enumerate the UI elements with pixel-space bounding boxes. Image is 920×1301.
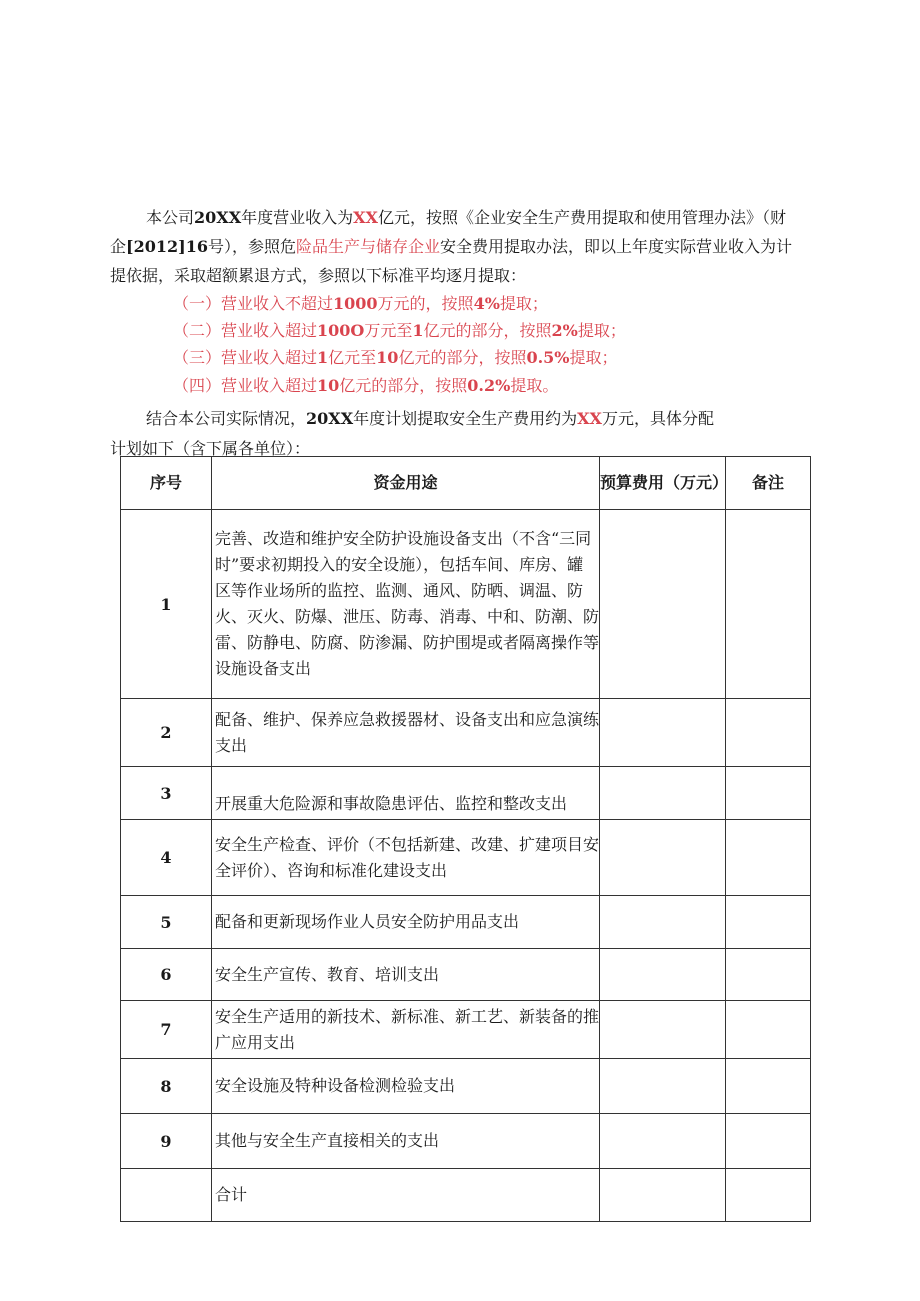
- rule-value: 1000: [333, 294, 378, 313]
- row-use: 安全生产宣传、教育、培训支出: [212, 949, 600, 1001]
- intro-highlight: 险品生产与储存企业: [295, 237, 440, 256]
- row-use: 安全生产适用的新技术、新标准、新工艺、新装备的推广应用支出: [212, 1001, 600, 1059]
- table-row: [121, 1059, 811, 1114]
- plan-text: 万元，具体分配: [601, 409, 714, 428]
- row-cost[interactable]: [600, 1059, 726, 1114]
- row-number: 2: [121, 699, 212, 767]
- row-number: 4: [121, 820, 212, 896]
- row-cost[interactable]: [600, 820, 726, 896]
- rule-text: 亿元至: [328, 348, 377, 367]
- rule-item-2: [173, 317, 626, 344]
- rule-text: 亿元的部分，按照: [423, 321, 552, 340]
- intro-text: 本公司: [146, 208, 195, 227]
- intro-text: 年度营业收入为: [241, 208, 354, 227]
- rule-text: 万元的，按照: [377, 294, 474, 313]
- row-note[interactable]: [726, 1114, 811, 1169]
- row-note[interactable]: [726, 699, 811, 767]
- table-row: [121, 699, 811, 767]
- rule-text: 提取。: [510, 376, 559, 395]
- intro-text: 企: [110, 237, 127, 256]
- intro-revenue: XX: [353, 208, 378, 227]
- row-cost[interactable]: [600, 1001, 726, 1059]
- row-number: 3: [121, 767, 212, 820]
- plan-amount: XX: [577, 409, 602, 428]
- table-row: [121, 896, 811, 949]
- rule-text: 提取；: [499, 294, 548, 313]
- row-cost[interactable]: [600, 767, 726, 820]
- row-note[interactable]: [726, 1001, 811, 1059]
- rule-item-3: [173, 344, 618, 371]
- table-row: [121, 1001, 811, 1059]
- row-use: 配备、维护、保养应急救援器材、设备支出和应急演练支出: [212, 699, 600, 767]
- header-note: 备注: [726, 457, 811, 510]
- row-note[interactable]: [726, 949, 811, 1001]
- rule-text: 亿元的部分，按照: [339, 376, 468, 395]
- table-row: [121, 949, 811, 1001]
- plan-text: 年度计划提取安全生产费用约为: [353, 409, 578, 428]
- total-note[interactable]: [726, 1169, 811, 1222]
- row-number: 6: [121, 949, 212, 1001]
- rule-text: （四）营业收入超过: [173, 376, 318, 395]
- row-note[interactable]: [726, 896, 811, 949]
- row-use: 安全生产检查、评价（不包括新建、改建、扩建项目安全评价）、咨询和标准化建设支出: [212, 820, 600, 896]
- intro-paragraph: [110, 203, 830, 290]
- plan-text: 结合本公司实际情况，: [146, 409, 307, 428]
- header-no: 序号: [121, 457, 212, 510]
- row-number: 9: [121, 1114, 212, 1169]
- row-cost[interactable]: [600, 949, 726, 1001]
- rule-value: 10: [376, 348, 399, 367]
- row-note[interactable]: [726, 510, 811, 699]
- rule-text: 万元至: [364, 321, 413, 340]
- intro-line-1: [110, 203, 830, 232]
- intro-line-2: [110, 232, 830, 261]
- rule-rate: 0.5%: [526, 348, 570, 367]
- row-note[interactable]: [726, 820, 811, 896]
- rule-text: （二）营业收入超过: [173, 321, 318, 340]
- rule-value: 100O: [317, 321, 365, 340]
- rule-item-1: [173, 290, 548, 317]
- plan-line-1: [146, 404, 714, 433]
- rule-rate: 0.2%: [467, 376, 511, 395]
- rule-text: 提取；: [577, 321, 626, 340]
- intro-text: 亿元，按照《企业安全生产费用提取和使用管理办法》（财: [377, 208, 786, 227]
- row-note[interactable]: [726, 767, 811, 820]
- row-note[interactable]: [726, 1059, 811, 1114]
- rule-rate: 2%: [551, 321, 578, 340]
- table-total-row: [121, 1169, 811, 1222]
- rule-value: 10: [317, 376, 340, 395]
- intro-text: 号），参照危: [207, 237, 296, 256]
- rule-value: 1: [317, 348, 329, 367]
- plan-line-2: 计划如下（含下属各单位）：: [110, 439, 311, 458]
- intro-doc-number: [2012]16: [126, 237, 208, 256]
- row-use: 完善、改造和维护安全防护设施设备支出（不含“三同时”要求初期投入的安全设施），包括车间、库房、罐区等作业场所的监控、监测、通风、防晒、调温、防火、灭火、防爆、泄压、防毒、消毒、中和、防潮、防雷、防静电、防腐、防渗漏、防护围堤或者隔离操作等设施设备支出: [212, 510, 600, 699]
- row-number: 8: [121, 1059, 212, 1114]
- table-row: [121, 1114, 811, 1169]
- row-cost[interactable]: [600, 510, 726, 699]
- row-cost[interactable]: [600, 896, 726, 949]
- row-cost[interactable]: [600, 699, 726, 767]
- total-cost[interactable]: [600, 1169, 726, 1222]
- total-label: 合计: [212, 1169, 600, 1222]
- table-row: [121, 820, 811, 896]
- rule-text: 提取；: [569, 348, 618, 367]
- row-number: 7: [121, 1001, 212, 1059]
- rule-rate: 4%: [473, 294, 500, 313]
- rule-text: （三）营业收入超过: [173, 348, 318, 367]
- rule-value: 1: [412, 321, 424, 340]
- rule-item-4: [173, 372, 558, 399]
- header-use: 资金用途: [212, 457, 600, 510]
- row-use: 安全设施及特种设备检测检验支出: [212, 1059, 600, 1114]
- rule-text: 亿元的部分，按照: [398, 348, 527, 367]
- row-number: 5: [121, 896, 212, 949]
- intro-line-3: 提依据，采取超额累退方式，参照以下标准平均逐月提取：: [110, 266, 527, 285]
- rule-text: （一）营业收入不超过: [173, 294, 334, 313]
- table-row: [121, 510, 811, 699]
- table-header-row: [121, 457, 811, 510]
- intro-year: 20XX: [194, 208, 242, 227]
- header-cost: 预算费用（万元）: [600, 457, 726, 510]
- table-row: [121, 767, 811, 820]
- row-number: 1: [121, 510, 212, 699]
- intro-text: 安全费用提取办法，即以上年度实际营业收入为计: [439, 237, 792, 256]
- row-cost[interactable]: [600, 1114, 726, 1169]
- plan-year: 20XX: [306, 409, 354, 428]
- row-use: 配备和更新现场作业人员安全防护用品支出: [212, 896, 600, 949]
- budget-table: [120, 456, 811, 1222]
- row-use: 其他与安全生产直接相关的支出: [212, 1114, 600, 1169]
- row-number: [121, 1169, 212, 1222]
- row-use: 开展重大危险源和事故隐患评估、监控和整改支出: [212, 767, 600, 820]
